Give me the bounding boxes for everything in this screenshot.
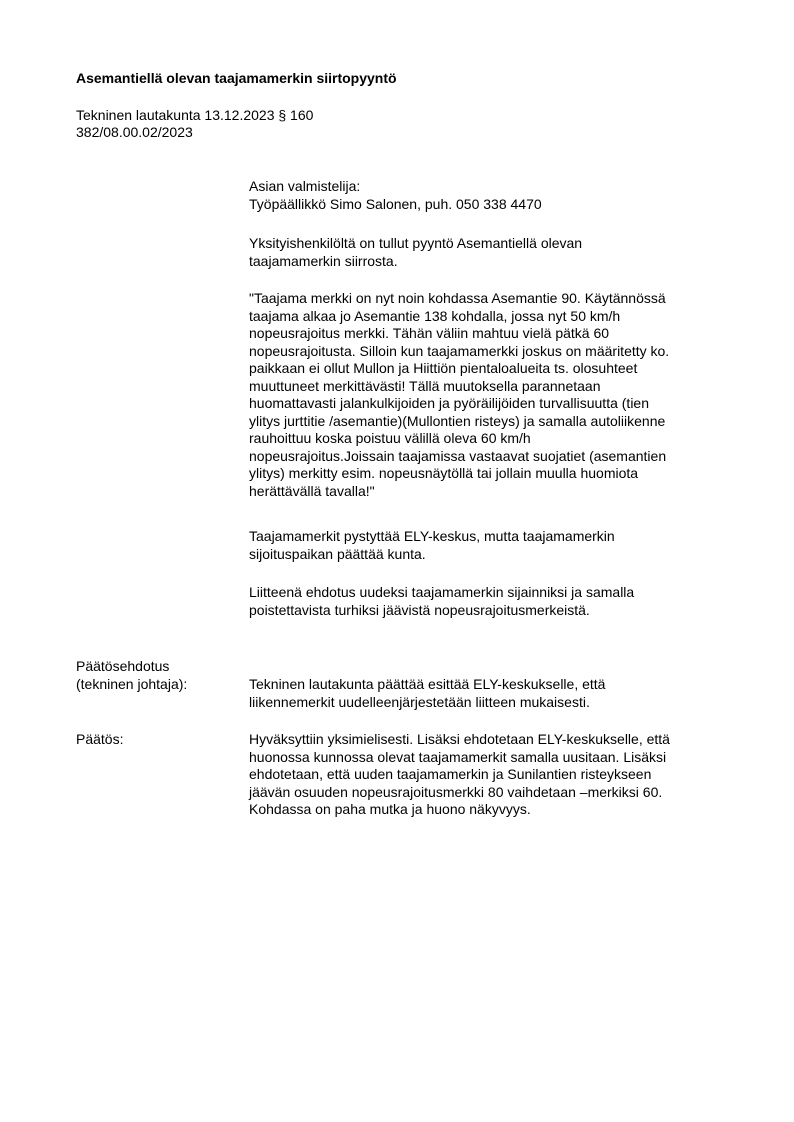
paragraph-line: Tekninen lautakunta päättää esittää ELY-keskukselle, että [249, 676, 606, 692]
paragraph-line: ylitys) merkitty esim. nopeusnäytöllä tai jollain muulla huomiota [249, 465, 639, 481]
paragraph-line: nopeusrajoitusta. Silloin kun taajamamerkki joskus on määritetty ko. [249, 342, 670, 359]
decision-label: Päätös: [76, 731, 124, 747]
proposal-text [249, 676, 749, 711]
paragraph-line: "Taajama merkki on nyt noin kohdassa Asemantie 90. Käytännössä [249, 290, 666, 306]
paragraph-line: Kohdassa on paha mutka ja huono näkyvyys. [249, 801, 531, 817]
paragraph-line: nopeusrajoitus.Joissain taajamissa vastaavat suojatiet (asemantien [249, 447, 667, 464]
paragraph-line: huomattavasti jalankulkijoiden ja pyöräilijöiden turvallisuutta (tien [249, 395, 649, 411]
ely-paragraph [249, 528, 749, 563]
meeting-info: Tekninen lautakunta 13.12.2023 § 160 [76, 107, 314, 123]
paragraph-line: paikkaan ei ollut Mullon ja Hiittiön pientaloalueita ts. olosuhteet [249, 360, 638, 376]
document-title: Asemantiellä olevan taajamamerkin siirtopyyntö [76, 70, 397, 86]
paragraph-line: liikennemerkit uudelleenjärjestetään liitteen mukaisesti. [249, 693, 590, 710]
paragraph-line: sijoituspaikan päättää kunta. [249, 545, 426, 562]
proposal-label-line2: (tekninen johtaja): [76, 675, 188, 692]
preparer-block [249, 178, 749, 213]
paragraph-line: ylitys jurttitie /asemantie)(Mullontien risteys) ja samalla autoliikenne [249, 412, 666, 429]
paragraph-line: Liitteenä ehdotus uudeksi taajamamerkin sijainniksi ja samalla [249, 584, 635, 600]
reference-number: 382/08.00.02/2023 [76, 124, 193, 140]
paragraph-line: taajama alkaa jo Asemantie 138 kohdalla, jossa nyt 50 km/h [249, 307, 621, 324]
preparer-name: Työpäällikkö Simo Salonen, puh. 050 338 4470 [249, 195, 542, 212]
paragraph-line: rauhoittuu koska poistuu välillä oleva 60 km/h [249, 430, 531, 446]
paragraph-line: poistettavista turhiksi jäävistä nopeusrajoitusmerkeistä. [249, 601, 590, 618]
request-paragraph [249, 235, 749, 270]
paragraph-line: muuttuneet merkittävästi! Tällä muutoksella parannetaan [249, 377, 601, 394]
preparer-heading: Asian valmistelija: [249, 178, 361, 194]
paragraph-line: huonossa kunnossa olevat taajamamerkit samalla uusitaan. Lisäksi [249, 748, 667, 765]
paragraph-line: ehdotetaan, että uuden taajamamerkin ja Sunilantien risteykseen [249, 766, 652, 782]
attachment-paragraph [249, 584, 749, 619]
paragraph-line: jäävän osuuden nopeusrajoitusmerkki 80 vaihdetaan –merkiksi 60. [249, 783, 663, 800]
paragraph-line: herättävällä tavalla!" [249, 482, 375, 499]
paragraph-line: Taajamamerkit pystyttää ELY-keskus, mutta taajamamerkin [249, 528, 615, 544]
paragraph-line: Hyväksyttiin yksimielisesti. Lisäksi ehdotetaan ELY-keskukselle, että [249, 731, 670, 747]
proposal-label-line1: Päätösehdotus [76, 658, 170, 674]
quote-paragraph [249, 290, 749, 500]
proposal-label [76, 658, 187, 693]
paragraph-line: nopeusrajoitus merkki. Tähän väliin mahtuu vielä pätkä 60 [249, 325, 610, 341]
paragraph-line: taajamamerkin siirrosta. [249, 252, 398, 269]
decision-text [249, 731, 749, 819]
paragraph-line: Yksityishenkilöltä on tullut pyyntö Asemantiellä olevan [249, 235, 583, 251]
